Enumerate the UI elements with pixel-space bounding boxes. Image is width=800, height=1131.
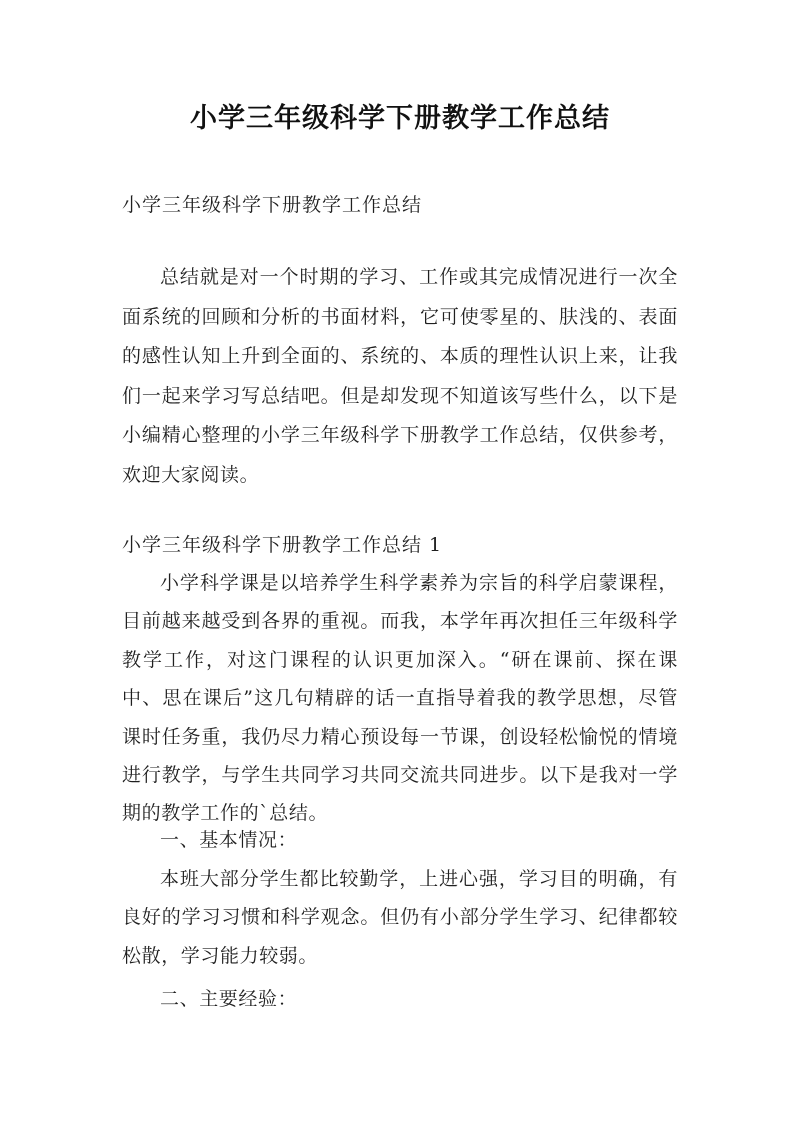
document-title: 小学三年级科学下册教学工作总结 [190,103,610,134]
basic-situation-heading: 一、基本情况： [160,829,298,851]
document-subtitle: 小学三年级科学下册教学工作总结 [122,194,423,216]
intro-paragraph: 总结就是对一个时期的学习、工作或其完成情况进行一次全面系统的回顾和分析的书面材料，它可使零星的、肤浅的、表面的感性认知上升到全面的、系统的、本质的理性认识上来，让我们一起来学习写总结吧。但是却发现不知道该写些什么，以下是小编精心整理的小学三年级科学下册教学工作总结，仅供参考，欢迎大家阅读。 [122,266,678,486]
section-1-heading: 小学三年级科学下册教学工作总结 1 [122,534,443,556]
section-1-paragraph: 小学科学课是以培养学生科学素养为宗旨的科学启蒙课程，目前越来越受到各界的重视。而我，本学年再次担任三年级科学教学工作，对这门课程的认识更加深入。“研在课前、探在课中、思在课后”这几句精辟的话一直指导着我的教学思想，尽管课时任务重，我仍尽力精心预设每一节课，创设轻松愉悦的情境进行教学，与学生共同学习共同交流共同进步。以下是我对一学期的教学工作的`总结。 [122,572,678,825]
basic-situation-paragraph: 本班大部分学生都比较勤学，上进心强，学习目的明确，有良好的学习习惯和科学观念。但仍有小部分学生学习、纪律都较松散，学习能力较弱。 [122,868,678,967]
main-experience-heading: 二、主要经验： [160,988,298,1010]
